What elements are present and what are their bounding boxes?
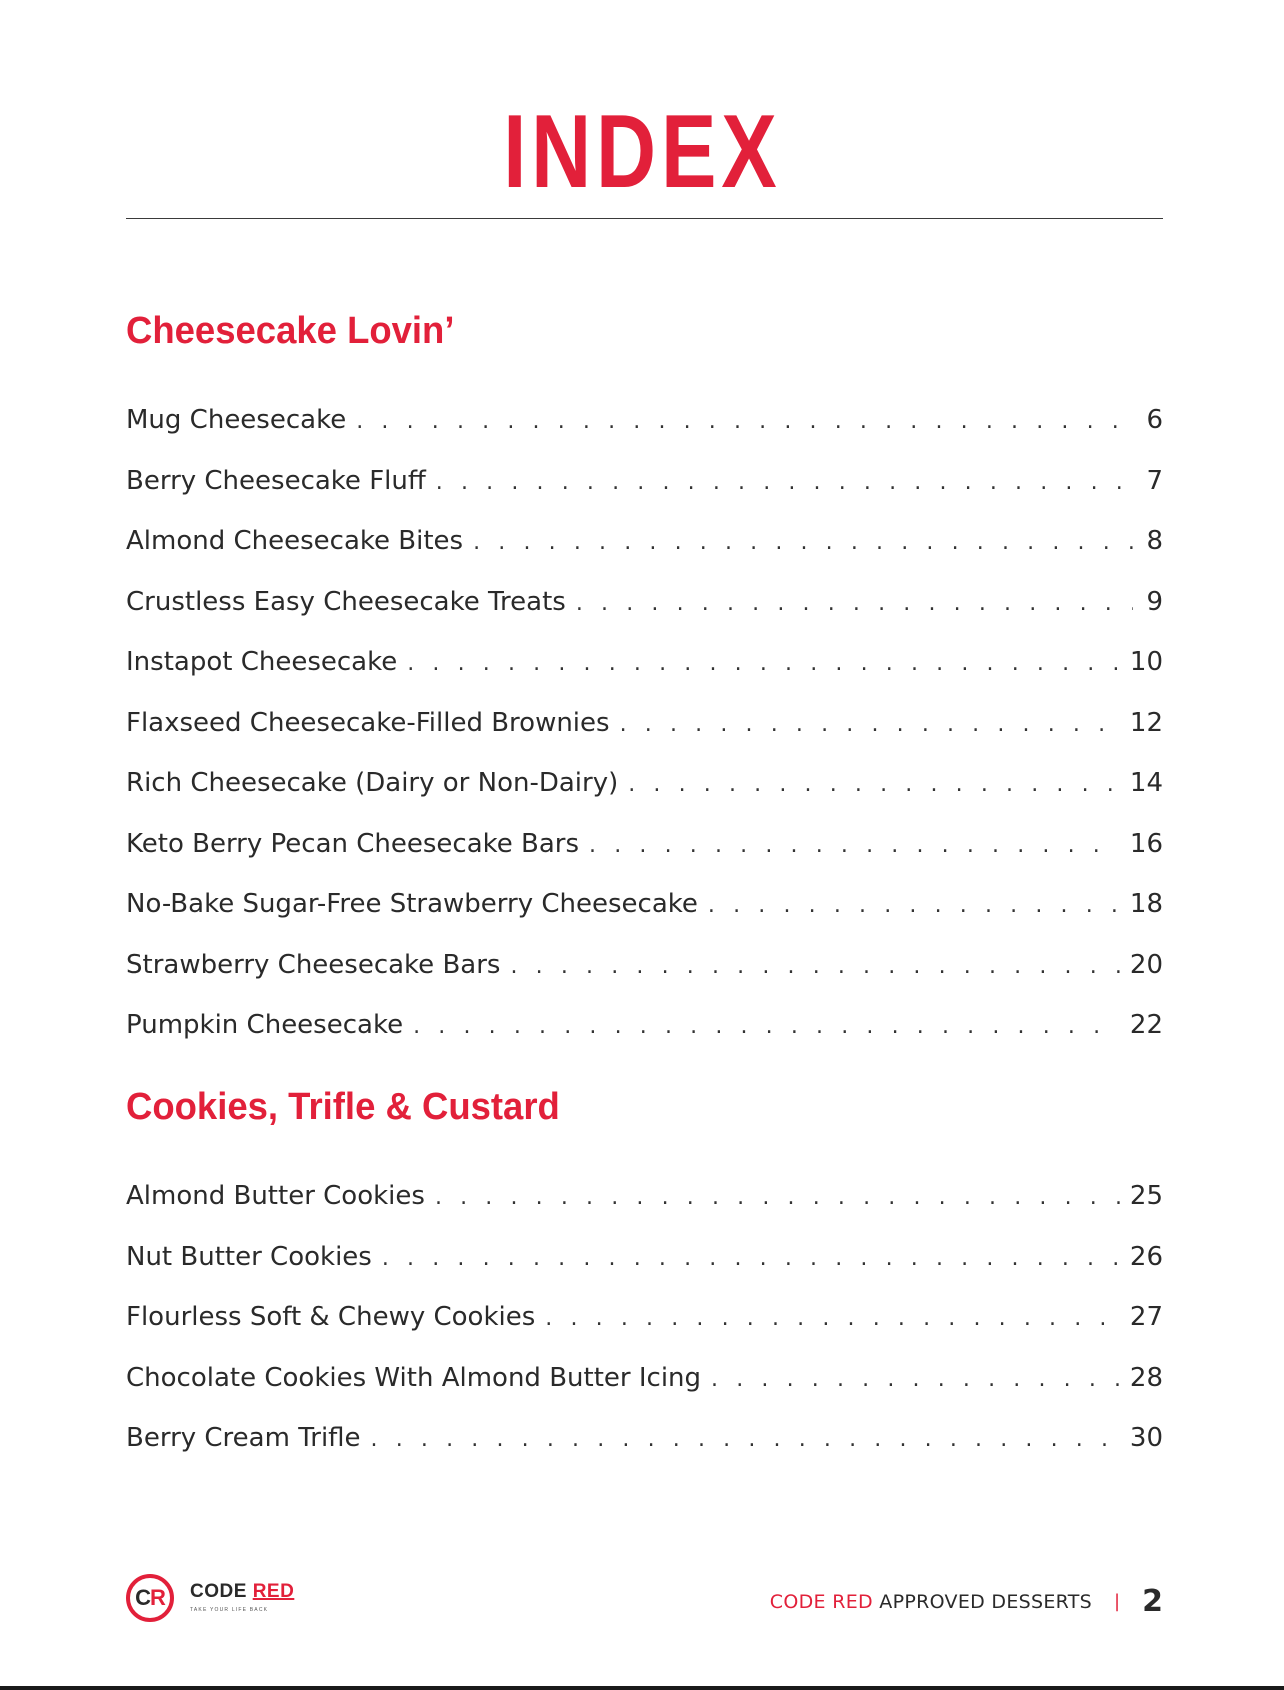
toc-entry[interactable] — [126, 451, 1163, 512]
toc-entry-title: Pumpkin Cheesecake — [126, 1010, 404, 1040]
toc-entry-title: Chocolate Cookies With Almond Butter Icing — [126, 1362, 702, 1393]
toc-entry-page: 6 — [1146, 405, 1163, 435]
footer-label-brand: CODE RED — [769, 1591, 873, 1613]
toc-entry[interactable] — [126, 1287, 1163, 1348]
toc-entry-page: 7 — [1146, 465, 1163, 496]
toc-entry-page: 18 — [1129, 889, 1163, 919]
toc-dot-leader — [510, 937, 1119, 998]
toc-entry-page: 22 — [1129, 1010, 1163, 1040]
toc-entry[interactable] — [126, 1348, 1163, 1409]
toc-list-cookies — [126, 1166, 1163, 1469]
toc-dot-leader — [711, 1350, 1120, 1411]
toc-entry-page: 20 — [1129, 949, 1163, 980]
toc-entry-page: 25 — [1129, 1181, 1163, 1211]
toc-entry-page: 12 — [1129, 707, 1163, 738]
toc-entry-title: Almond Butter Cookies — [126, 1181, 425, 1211]
toc-dot-leader — [382, 1229, 1120, 1290]
logo-monogram — [126, 1574, 174, 1622]
toc-entry-title: Instapot Cheesecake — [126, 647, 398, 677]
toc-entry[interactable] — [126, 995, 1163, 1056]
footer-label-rest: APPROVED DESSERTS — [879, 1591, 1093, 1613]
logo-word-red: RED — [252, 1581, 295, 1602]
toc-entry[interactable] — [126, 874, 1163, 935]
toc-dot-leader — [589, 816, 1120, 877]
toc-entry[interactable] — [126, 511, 1163, 572]
toc-entry-title: Rich Cheesecake (Dairy or Non-Dairy) — [126, 768, 619, 798]
toc-entry-title: Almond Cheesecake Bites — [126, 526, 464, 556]
toc-entry-page: 16 — [1129, 828, 1163, 859]
toc-dot-leader — [436, 453, 1133, 514]
logo-wordmark — [190, 1581, 294, 1603]
footer-page-info — [770, 1582, 1163, 1622]
toc-entry-title: Mug Cheesecake — [126, 405, 347, 435]
toc-dot-leader — [371, 1410, 1120, 1471]
toc-entry-title: Keto Berry Pecan Cheesecake Bars — [126, 828, 580, 859]
toc-entry-page: 14 — [1129, 768, 1163, 798]
section-heading-cookies: Cookies, Trifle & Custard — [126, 1086, 560, 1128]
toc-entry-page: 30 — [1129, 1423, 1163, 1453]
toc-entry[interactable] — [126, 1166, 1163, 1227]
toc-dot-leader — [545, 1289, 1120, 1350]
toc-dot-leader — [413, 997, 1120, 1058]
logo-monogram-r: R — [150, 1585, 165, 1610]
toc-entry-page: 28 — [1129, 1362, 1163, 1393]
toc-entry[interactable] — [126, 1227, 1163, 1288]
toc-entry-page: 27 — [1129, 1302, 1163, 1332]
page-number: 2 — [1142, 1584, 1163, 1619]
toc-entry-page: 26 — [1129, 1241, 1163, 1272]
toc-entry-title: Berry Cheesecake Fluff — [126, 465, 426, 496]
footer-label — [770, 1582, 1092, 1622]
toc-entry-title: Flourless Soft & Chewy Cookies — [126, 1302, 536, 1332]
page-title: INDEX — [503, 94, 782, 210]
toc-entry-page: 8 — [1146, 526, 1163, 556]
logo-word-code: CODE — [190, 1581, 247, 1602]
toc-entry-title: Crustless Easy Cheesecake Treats — [126, 586, 566, 617]
logo-tagline: TAKE YOUR LIFE BACK — [190, 1607, 269, 1613]
toc-dot-leader — [435, 1168, 1120, 1229]
toc-entry-title: Strawberry Cheesecake Bars — [126, 949, 501, 980]
toc-entry[interactable] — [126, 1408, 1163, 1469]
toc-entry[interactable] — [126, 632, 1163, 693]
toc-entry[interactable] — [126, 693, 1163, 754]
toc-entry[interactable] — [126, 572, 1163, 633]
toc-entry-title: Berry Cream Trifle — [126, 1423, 361, 1453]
toc-dot-leader — [628, 755, 1120, 816]
bottom-border — [0, 1686, 1284, 1690]
toc-entry-title: Nut Butter Cookies — [126, 1241, 372, 1272]
toc-entry[interactable] — [126, 814, 1163, 875]
toc-dot-leader — [708, 876, 1120, 937]
toc-dot-leader — [356, 392, 1133, 453]
toc-entry-title: Flaxseed Cheesecake-Filled Brownies — [126, 707, 610, 738]
logo-monogram-c: C — [135, 1585, 150, 1610]
title-divider — [126, 218, 1163, 219]
toc-list-cheesecake — [126, 390, 1163, 1056]
footer-separator: | — [1114, 1591, 1121, 1612]
section-heading-cheesecake: Cheesecake Lovin’ — [126, 310, 455, 352]
toc-entry[interactable] — [126, 935, 1163, 996]
toc-entry-title: No-Bake Sugar-Free Strawberry Cheesecake — [126, 889, 698, 919]
toc-entry[interactable] — [126, 753, 1163, 814]
toc-entry-page: 10 — [1129, 647, 1163, 677]
code-red-logo — [126, 1574, 326, 1630]
toc-entry-page: 9 — [1146, 586, 1163, 617]
toc-dot-leader — [576, 574, 1133, 635]
toc-dot-leader — [620, 695, 1120, 756]
toc-entry[interactable] — [126, 390, 1163, 451]
toc-dot-leader — [473, 513, 1133, 574]
toc-dot-leader — [407, 634, 1120, 695]
